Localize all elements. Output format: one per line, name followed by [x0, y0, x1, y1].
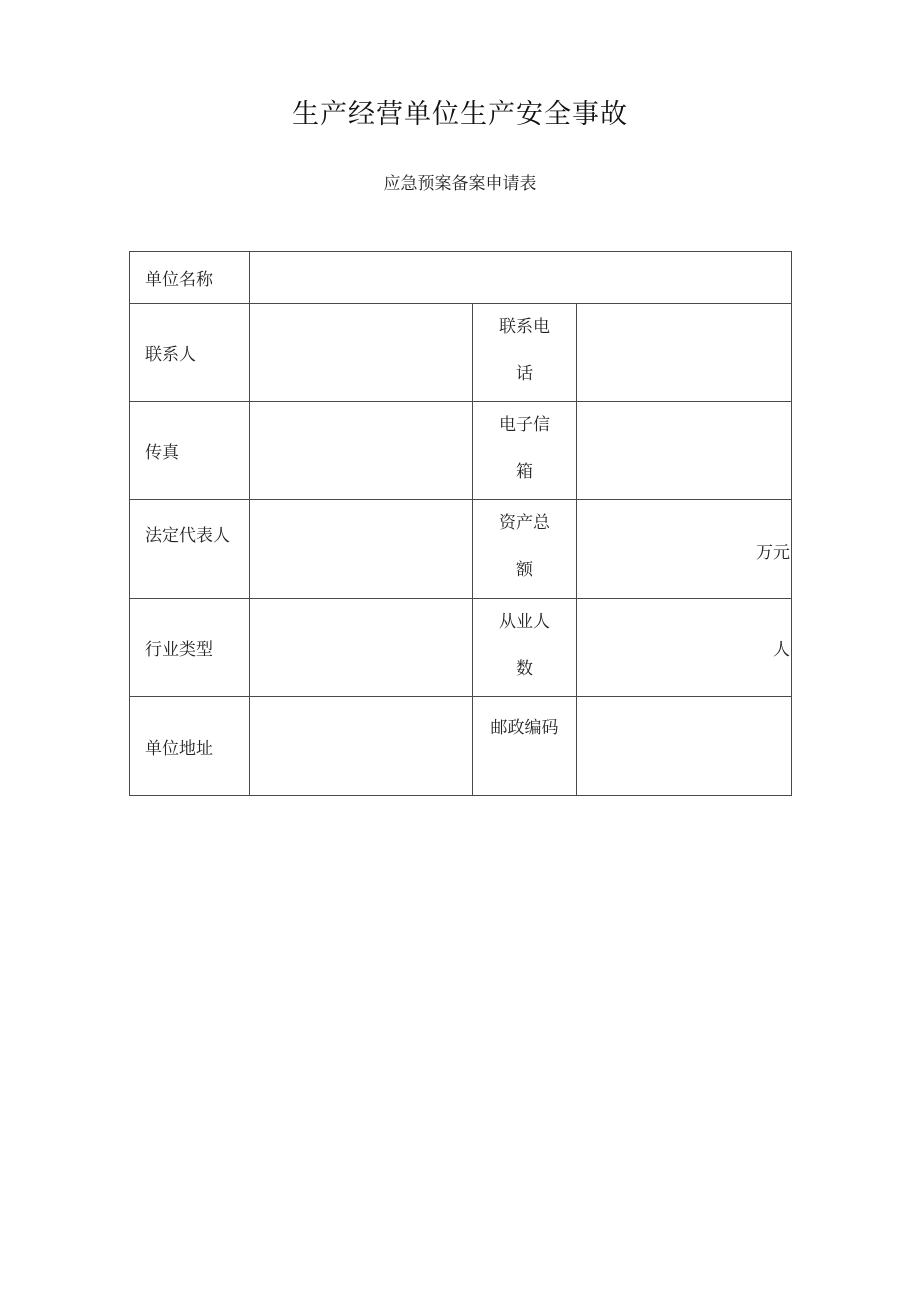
- table-row: [130, 599, 792, 697]
- address-field[interactable]: [250, 697, 473, 796]
- legal-rep-label: 法定代表人: [130, 500, 250, 599]
- table-row: [130, 252, 792, 304]
- document-title: 生产经营单位生产安全事故: [292, 99, 628, 130]
- fax-field[interactable]: [250, 402, 473, 500]
- employees-label-line2: 数: [516, 659, 533, 679]
- table-row: [130, 697, 792, 796]
- industry-field[interactable]: [250, 599, 473, 697]
- email-label-line1: 电子信: [499, 415, 550, 435]
- industry-label: 行业类型: [130, 599, 250, 697]
- email-field[interactable]: [577, 402, 792, 500]
- phone-field[interactable]: [577, 304, 792, 402]
- assets-field[interactable]: [577, 500, 792, 599]
- assets-unit: 万元: [756, 543, 791, 563]
- employees-label: [473, 599, 577, 697]
- email-label: [473, 402, 577, 500]
- unit-name-label: 单位名称: [130, 252, 250, 304]
- phone-label-line1: 联系电: [499, 317, 550, 337]
- employees-unit: 人: [773, 640, 791, 660]
- table-row: [130, 402, 792, 500]
- assets-label-line2: 额: [516, 560, 533, 580]
- address-label: 单位地址: [130, 697, 250, 796]
- application-form-table: [129, 251, 792, 796]
- assets-label: [473, 500, 577, 599]
- email-label-line2: 箱: [516, 462, 533, 482]
- legal-rep-field[interactable]: [250, 500, 473, 599]
- fax-label: 传真: [130, 402, 250, 500]
- phone-label-line2: 话: [516, 364, 533, 384]
- contact-field[interactable]: [250, 304, 473, 402]
- table-row: [130, 500, 792, 599]
- postcode-field[interactable]: [577, 697, 792, 796]
- phone-label: [473, 304, 577, 402]
- postcode-label: 邮政编码: [473, 697, 577, 796]
- unit-name-field[interactable]: [250, 252, 792, 304]
- employees-label-line1: 从业人: [499, 612, 550, 632]
- employees-field[interactable]: [577, 599, 792, 697]
- document-subtitle: 应急预案备案申请表: [383, 174, 537, 194]
- contact-label: 联系人: [130, 304, 250, 402]
- assets-label-line1: 资产总: [499, 513, 550, 533]
- table-row: [130, 304, 792, 402]
